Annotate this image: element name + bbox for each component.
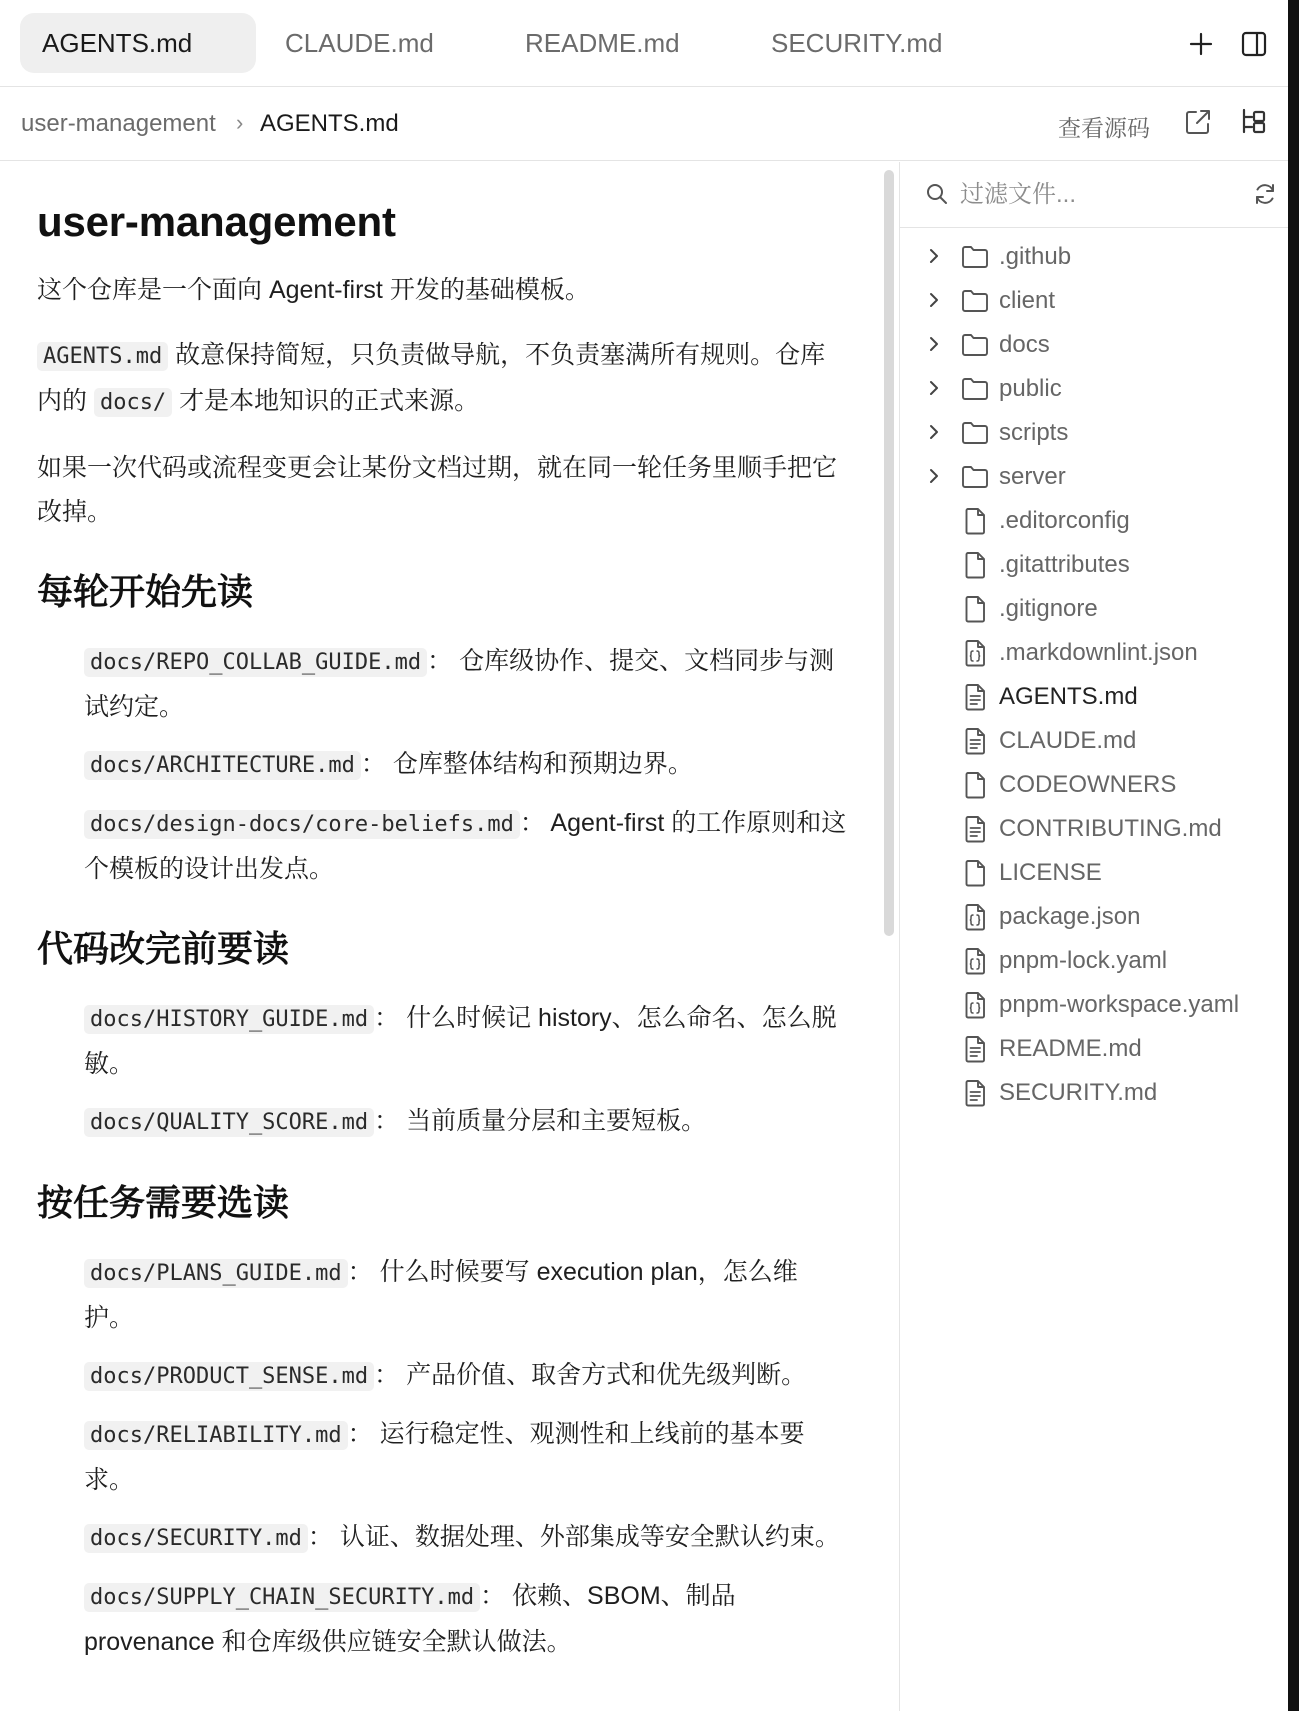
inline-code: docs/SUPPLY_CHAIN_SECURITY.md xyxy=(84,1583,480,1612)
plus-icon xyxy=(1188,31,1214,57)
tree-file[interactable] xyxy=(900,719,1299,763)
json-file-icon xyxy=(960,902,990,932)
inline-code: docs/SECURITY.md xyxy=(84,1524,308,1553)
file-icon xyxy=(960,506,990,536)
file-icon xyxy=(960,858,990,888)
tree-item-label: CLAUDE.md xyxy=(999,727,1137,754)
tree-item-label: public xyxy=(999,375,1062,402)
tree-item-label: pnpm-lock.yaml xyxy=(999,947,1168,974)
file-tree-button[interactable] xyxy=(1238,106,1272,140)
tree-folder[interactable] xyxy=(900,411,1299,455)
inline-code: docs/design-docs/core-beliefs.md xyxy=(84,810,520,839)
list-item-text: ： Agent-first 的工作原则和这个模板的设计出发点。 xyxy=(84,809,847,883)
doc-paragraph-3: 如果一次代码或流程变更会让某份文档过期，就在同一轮任务里顺手把它改掉。 xyxy=(37,454,838,526)
file-icon xyxy=(960,594,990,624)
tree-folder[interactable] xyxy=(900,235,1299,279)
open-external-button[interactable] xyxy=(1182,106,1216,140)
tree-item-label: CODEOWNERS xyxy=(999,771,1177,798)
inline-code: docs/ xyxy=(94,388,172,417)
reading-list xyxy=(37,1250,847,1664)
tree-item-label: .gitattributes xyxy=(999,551,1130,578)
tab-bar xyxy=(0,0,1299,87)
list-item-text: ： 什么时候要写 execution plan，怎么维护。 xyxy=(84,1258,798,1332)
tree-item-label: .github xyxy=(999,243,1072,270)
json-file-icon xyxy=(960,638,990,668)
breadcrumb-separator: › xyxy=(236,110,244,135)
list-item-text: ： 依赖、SBOM、制品 provenance 和仓库级供应链安全默认做法。 xyxy=(84,1582,736,1656)
inline-code: docs/QUALITY_SCORE.md xyxy=(84,1108,374,1137)
section-heading: 代码改完前要读 xyxy=(37,928,290,969)
tree-file[interactable] xyxy=(900,895,1299,939)
list-item xyxy=(84,1574,847,1664)
markdown-document xyxy=(37,198,847,1677)
inline-code: docs/PRODUCT_SENSE.md xyxy=(84,1362,374,1391)
list-item-text: ： 运行稳定性、观测性和上线前的基本要求。 xyxy=(84,1420,805,1494)
folder-icon xyxy=(960,374,990,404)
chevron-right-icon[interactable] xyxy=(925,247,943,265)
list-item xyxy=(84,742,847,788)
markdown-file-icon xyxy=(960,726,990,756)
view-source-button[interactable]: 查看源码 xyxy=(1058,115,1150,141)
tree-folder[interactable] xyxy=(900,279,1299,323)
external-link-icon xyxy=(1182,106,1214,138)
folder-icon xyxy=(960,330,990,360)
list-item-text: ： 仓库级协作、提交、文档同步与测试约定。 xyxy=(84,647,835,721)
tab-security-md[interactable]: SECURITY.md xyxy=(771,28,943,58)
list-item-text: ： 产品价值、取舍方式和优先级判断。 xyxy=(374,1361,807,1389)
paragraph-text: 故意保持简短，只负责做导航，不负责塞满所有规则。仓库内的 xyxy=(37,341,826,415)
file-explorer xyxy=(899,162,1299,1711)
list-item xyxy=(84,1250,847,1340)
tree-file[interactable] xyxy=(900,1027,1299,1071)
tab-claude-md[interactable]: CLAUDE.md xyxy=(285,28,434,58)
tree-item-label: LICENSE xyxy=(999,859,1102,886)
tree-file[interactable] xyxy=(900,631,1299,675)
file-icon xyxy=(960,770,990,800)
list-item xyxy=(84,801,847,891)
tree-item-label: AGENTS.md xyxy=(999,683,1138,710)
doc-paragraph-2 xyxy=(37,333,847,425)
paragraph-text: 才是本地知识的正式来源。 xyxy=(172,387,480,415)
tree-item-label: .editorconfig xyxy=(999,507,1130,534)
list-item-text: ： 仓库整体结构和预期边界。 xyxy=(360,750,693,778)
toggle-sidebar-button[interactable] xyxy=(1234,24,1274,64)
tree-file[interactable] xyxy=(900,587,1299,631)
list-item xyxy=(84,639,847,729)
reading-list xyxy=(37,996,847,1145)
inline-code: AGENTS.md xyxy=(37,342,168,371)
chevron-right-icon[interactable] xyxy=(925,467,943,485)
tree-file[interactable] xyxy=(900,807,1299,851)
tree-item-label: SECURITY.md xyxy=(999,1079,1158,1106)
list-item xyxy=(84,1353,847,1399)
tree-item-label: server xyxy=(999,463,1066,490)
list-item xyxy=(84,1515,847,1561)
tree-item-label: CONTRIBUTING.md xyxy=(999,815,1222,842)
chevron-right-icon[interactable] xyxy=(925,291,943,309)
json-file-icon xyxy=(960,990,990,1020)
sidebar-panel-icon xyxy=(1240,30,1268,58)
section-heading: 每轮开始先读 xyxy=(37,571,254,612)
tree-file[interactable] xyxy=(900,939,1299,983)
inline-code: docs/RELIABILITY.md xyxy=(84,1421,348,1450)
list-item-text: ： 认证、数据处理、外部集成等安全默认约束。 xyxy=(307,1523,840,1551)
folder-icon xyxy=(960,418,990,448)
tree-item-label: pnpm-workspace.yaml xyxy=(999,991,1240,1018)
inline-code: docs/HISTORY_GUIDE.md xyxy=(84,1005,374,1034)
doc-intro: 这个仓库是一个面向 Agent-first 开发的基础模板。 xyxy=(37,276,590,304)
inline-code: docs/PLANS_GUIDE.md xyxy=(84,1259,348,1288)
markdown-file-icon xyxy=(960,1034,990,1064)
folder-icon xyxy=(960,286,990,316)
tree-file[interactable] xyxy=(900,1071,1299,1115)
inline-code: docs/REPO_COLLAB_GUIDE.md xyxy=(84,648,427,677)
reading-list xyxy=(37,639,847,891)
tree-view-icon xyxy=(1238,106,1270,138)
section-heading: 按任务需要选读 xyxy=(37,1182,290,1223)
new-tab-button[interactable] xyxy=(1181,24,1221,64)
file-filter-input[interactable] xyxy=(960,176,1230,214)
folder-icon xyxy=(960,462,990,492)
tree-file[interactable] xyxy=(900,983,1299,1027)
tab-readme-md[interactable]: README.md xyxy=(525,28,680,58)
tree-folder[interactable] xyxy=(900,367,1299,411)
list-item xyxy=(84,1412,847,1502)
file-filter-bar xyxy=(900,162,1299,228)
file-tree xyxy=(900,235,1299,1115)
refresh-icon[interactable] xyxy=(1252,181,1278,207)
markdown-file-icon xyxy=(960,814,990,844)
list-item-text: ： 什么时候记 history、怎么命名、怎么脱敏。 xyxy=(84,1004,837,1078)
tree-item-label: .markdownlint.json xyxy=(999,639,1198,666)
tree-item-label: client xyxy=(999,287,1056,314)
tree-file[interactable] xyxy=(900,543,1299,587)
list-item xyxy=(84,1099,847,1145)
tree-item-label: README.md xyxy=(999,1035,1142,1062)
markdown-file-icon xyxy=(960,682,990,712)
window-edge xyxy=(1288,0,1299,1711)
tree-item-label: docs xyxy=(999,331,1050,358)
breadcrumb-current: AGENTS.md xyxy=(260,110,399,137)
breadcrumb xyxy=(0,88,1299,161)
tree-file[interactable] xyxy=(900,499,1299,543)
tree-file[interactable] xyxy=(900,763,1299,807)
chevron-right-icon[interactable] xyxy=(925,335,943,353)
tab-agents-md[interactable]: AGENTS.md xyxy=(20,13,256,73)
inline-code: docs/ARCHITECTURE.md xyxy=(84,751,361,780)
doc-title: user-management xyxy=(37,198,396,245)
folder-icon xyxy=(960,242,990,272)
file-icon xyxy=(960,550,990,580)
json-file-icon xyxy=(960,946,990,976)
chevron-right-icon[interactable] xyxy=(925,379,943,397)
tree-file[interactable] xyxy=(900,675,1299,719)
breadcrumb-parent[interactable]: user-management xyxy=(21,110,216,137)
search-icon xyxy=(925,182,949,206)
tree-folder[interactable] xyxy=(900,323,1299,367)
tree-folder[interactable] xyxy=(900,455,1299,499)
markdown-file-icon xyxy=(960,1078,990,1108)
list-item xyxy=(84,996,847,1086)
tree-item-label: .gitignore xyxy=(999,595,1098,622)
chevron-right-icon[interactable] xyxy=(925,423,943,441)
markdown-preview[interactable] xyxy=(0,162,898,1711)
tree-item-label: package.json xyxy=(999,903,1141,930)
tree-item-label: scripts xyxy=(999,419,1069,446)
list-item-text: ： 当前质量分层和主要短板。 xyxy=(374,1107,707,1135)
scrollbar-thumb[interactable] xyxy=(884,170,894,936)
tree-file[interactable] xyxy=(900,851,1299,895)
